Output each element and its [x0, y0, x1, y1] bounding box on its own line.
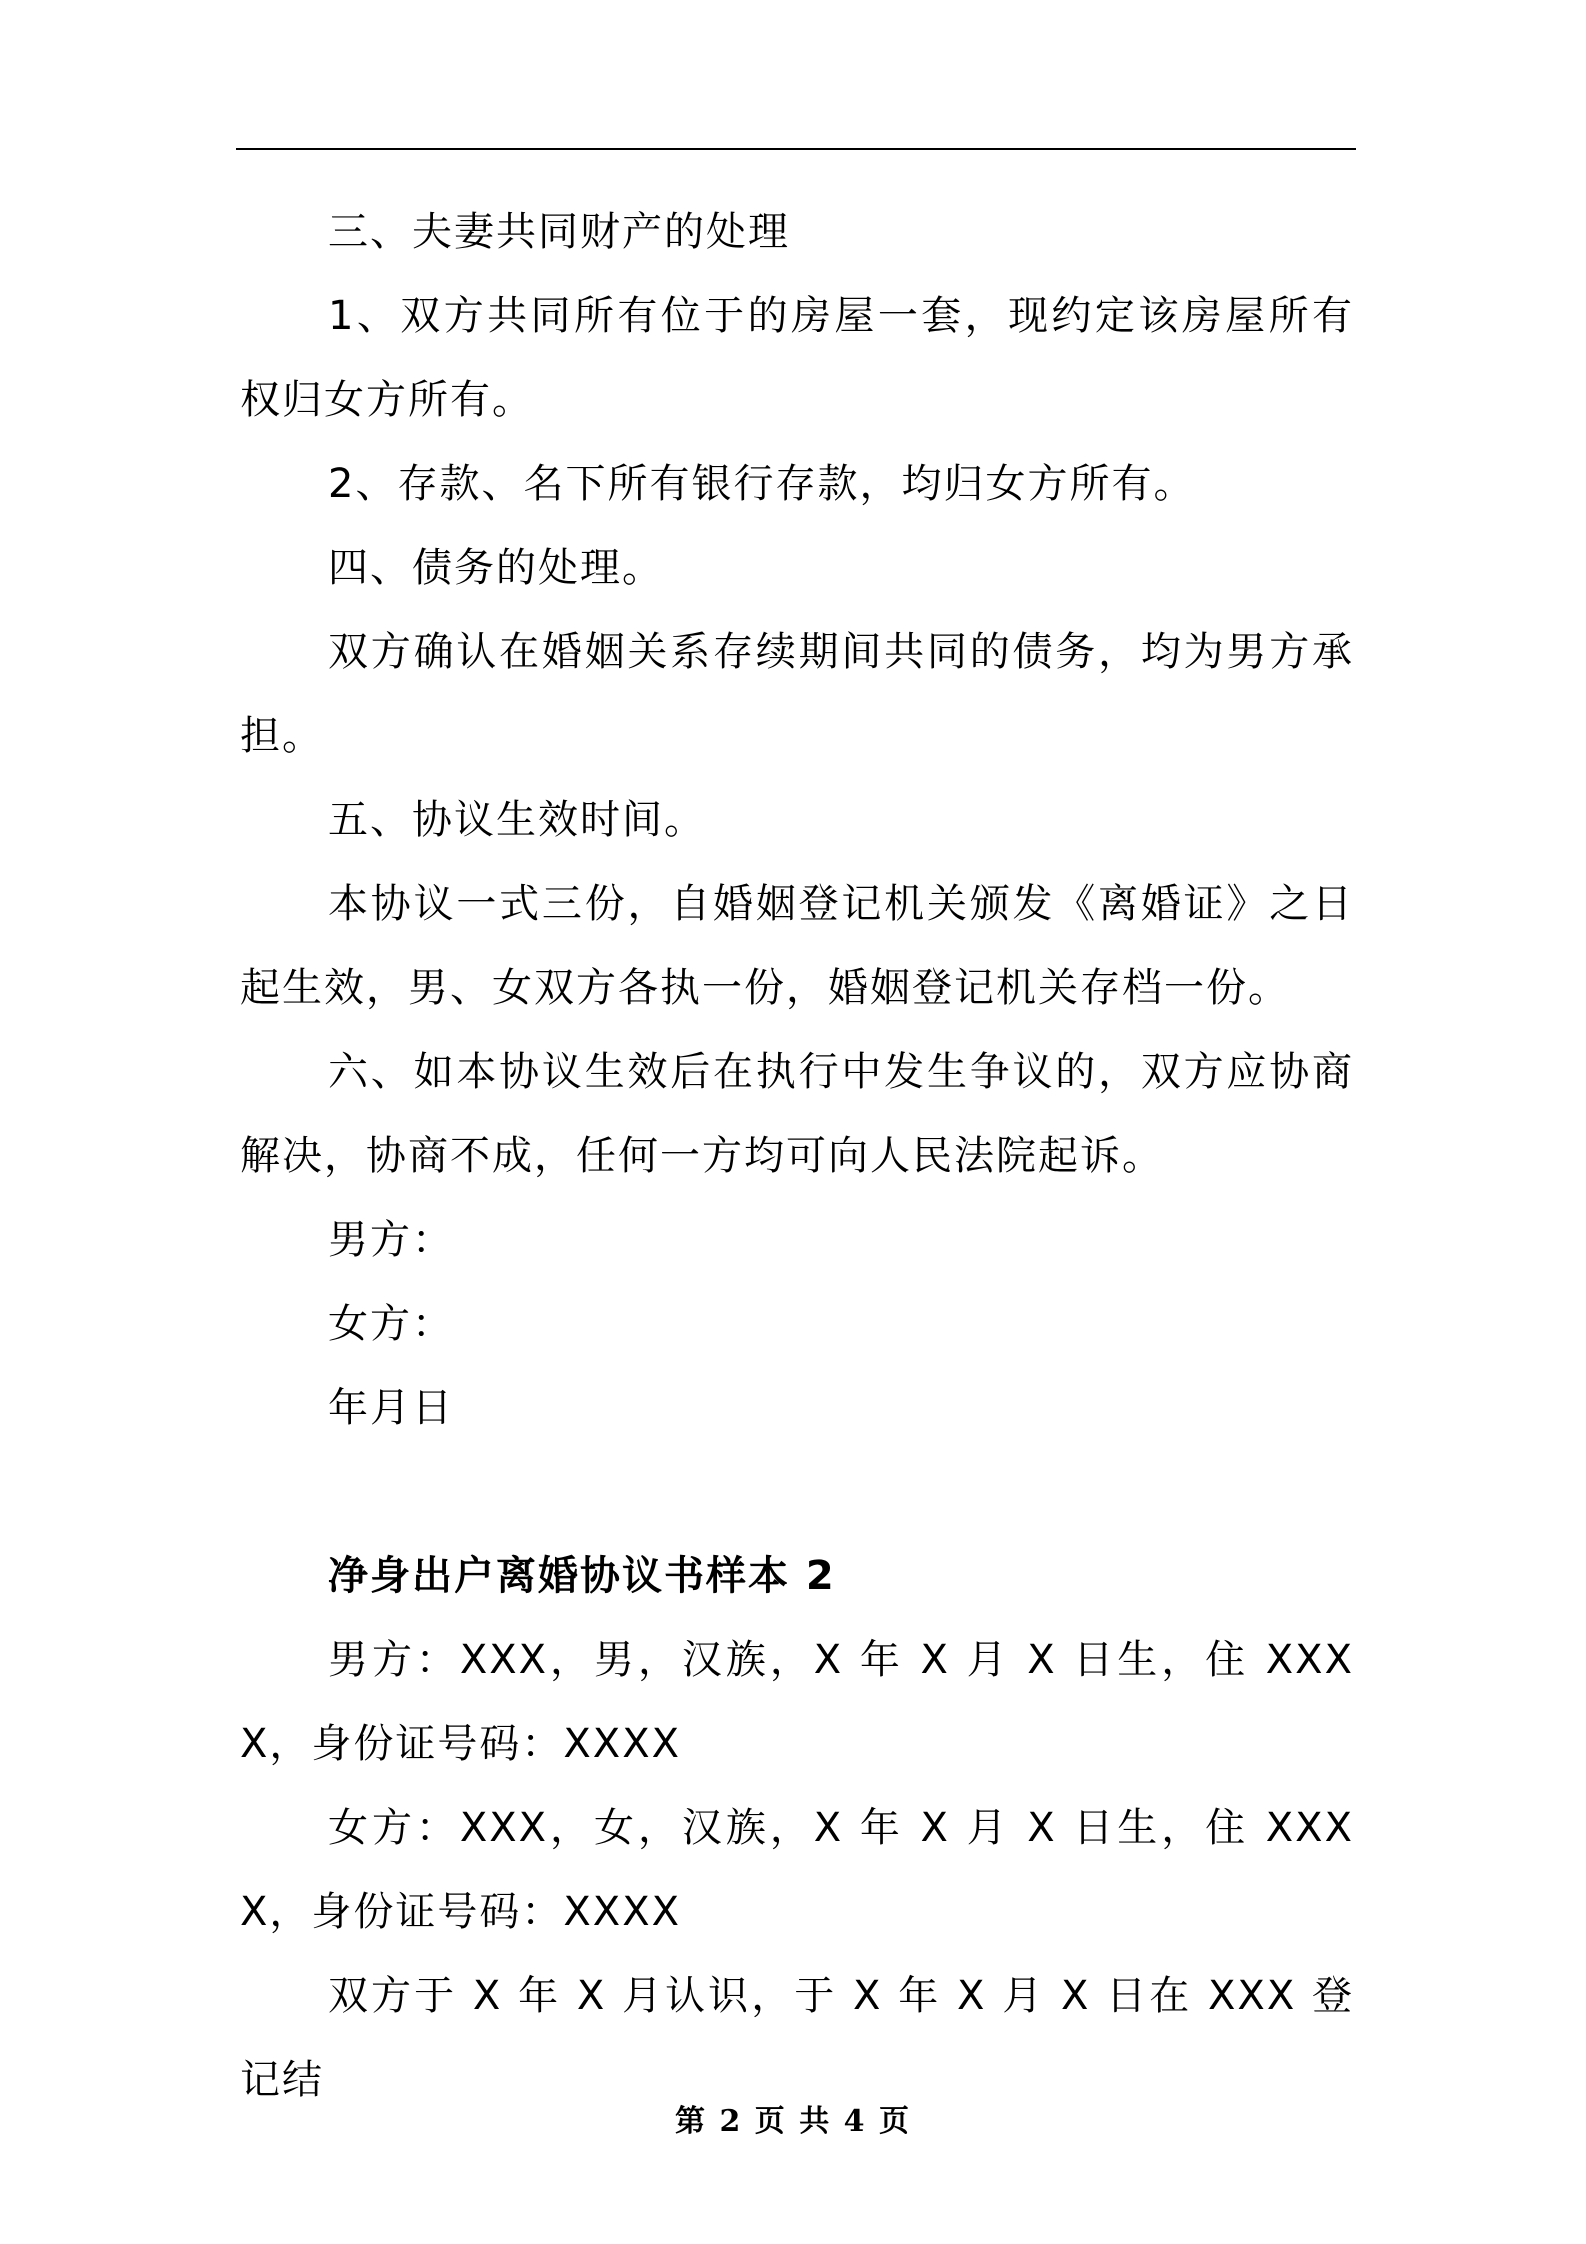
sample2-marriage-info: 双方于 X 年 X 月认识，于 X 年 X 月 X 日在 XXX 登记结 — [240, 1973, 1354, 2103]
clause-house: 1、双方共同所有位于的房屋一套，现约定该房屋所有权归女方所有。 — [240, 293, 1354, 423]
signature-date: 年月日 — [328, 1385, 454, 1431]
sample2-female-info: 女方：XXX，女，汉族，X 年 X 月 X 日生，住 XXXX，身份证号码：XXXX — [240, 1805, 1354, 1935]
document-body — [240, 190, 1354, 2122]
sample2-male-info: 男方：XXX，男，汉族，X 年 X 月 X 日生，住 XXXX，身份证号码：XXXX — [240, 1637, 1354, 1767]
section-heading-effective: 五、协议生效时间。 — [328, 797, 706, 843]
clause-effective: 本协议一式三份，自婚姻登记机关颁发《离婚证》之日起生效，男、女双方各执一份，婚姻登记机关存档一份。 — [240, 881, 1354, 1011]
section-heading-property: 三、夫妻共同财产的处理 — [328, 209, 790, 255]
header-rule — [236, 148, 1356, 150]
signature-male: 男方： — [328, 1217, 454, 1263]
clause-deposit: 2、存款、名下所有银行存款，均归女方所有。 — [328, 461, 1196, 507]
section-spacer — [240, 1450, 1354, 1534]
section-heading-debt: 四、债务的处理。 — [328, 545, 664, 591]
clause-debt: 双方确认在婚姻关系存续期间共同的债务，均为男方承担。 — [240, 629, 1354, 759]
sample2-title: 净身出户离婚协议书样本 2 — [328, 1553, 836, 1599]
page-number-footer: 第 2 页 共 4 页 — [675, 2104, 911, 2139]
signature-female: 女方： — [328, 1301, 454, 1347]
clause-dispute: 六、如本协议生效后在执行中发生争议的，双方应协商解决，协商不成，任何一方均可向人民法院起诉。 — [240, 1049, 1354, 1179]
